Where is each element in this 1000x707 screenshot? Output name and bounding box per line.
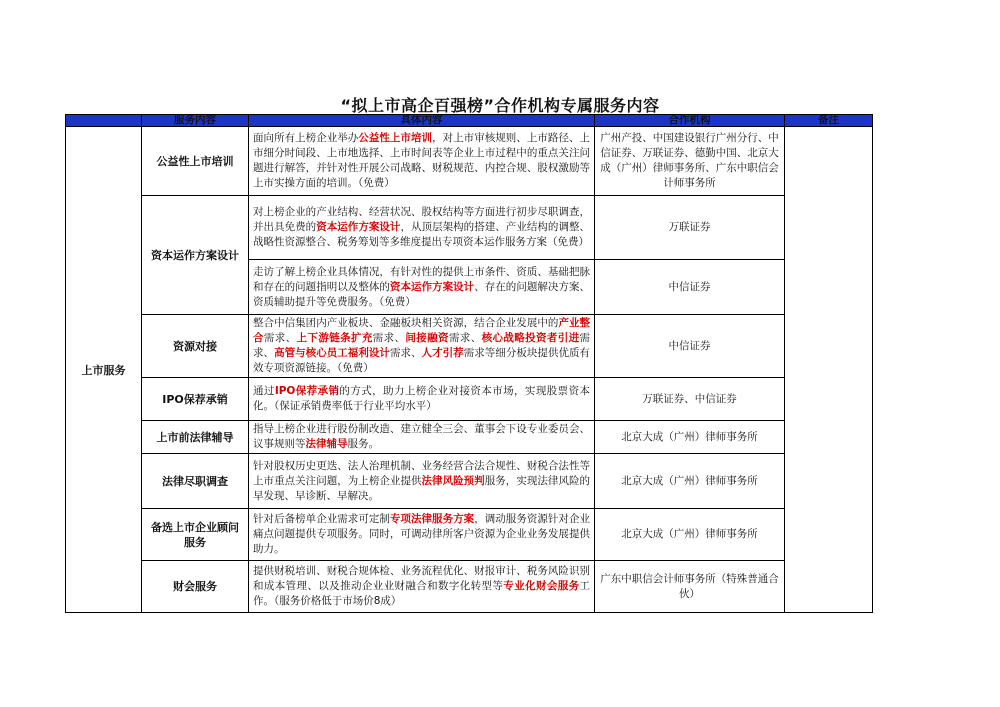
highlighted-phrase: IPO保荐承销	[274, 385, 340, 397]
table-header-row	[66, 115, 873, 127]
header-partner: 合作机构	[595, 115, 785, 127]
highlighted-phrase: 专项法律服务方案	[389, 513, 475, 525]
partner-cell: 北京大成（广州）律师事务所	[595, 509, 785, 561]
table-row	[66, 561, 873, 613]
highlighted-phrase: 核心战略投资者引进	[481, 332, 580, 344]
detail-text: ，对上市审核规则、上市路径、上市细分时间段、上市地选择、上市时间表等企业上市过程中的重点关注问题进行解答，并针对性开展公司战略、财税规范、内控合规、股权激励等上市实操方面的培训。（免费）	[253, 132, 591, 189]
category-cell: 上市服务	[66, 127, 142, 613]
highlighted-phrase: 法律风险预判	[421, 474, 485, 487]
detail-text: 服务。	[347, 438, 379, 450]
detail-text: ，调动服务资源针对企业痛点问题提供专项服务。同时，可调动律所客户资源为企业业务发展提供助力。	[253, 513, 591, 555]
detail-text: 对上榜企业的产业结构、经营状况、股权结构等方面进行初步尽职调查，并出具免费的	[253, 206, 590, 233]
document-title: “拟上市高企百强榜”合作机构专属服务内容	[340, 96, 660, 115]
partner-cell: 中信证券	[595, 260, 785, 315]
detail-text: 走访了解上榜企业具体情况，有针对性的提供上市条件、资质、基础把脉和存在的问题指明以及整体的	[253, 265, 590, 293]
highlighted-phrase: 专业化财会服务	[503, 580, 580, 592]
service-detail	[249, 421, 595, 454]
highlighted-phrase: 高管与核心员工福利设计	[274, 347, 390, 359]
detail-text: 、存在的问题解决方案、资质辅助提升等免费服务。（免费）	[253, 280, 591, 308]
detail-text: 的方式，助力上榜企业对接资本市场，实现股票资本化。（保证承销费率低于行业平均水平）	[253, 385, 591, 412]
table-row	[66, 378, 873, 421]
highlighted-phrase: 资本运作方案设计	[389, 280, 475, 293]
detail-text: 工作。（服务价格低于市场价8成）	[253, 580, 591, 607]
highlighted-phrase: 法律辅导	[305, 438, 348, 450]
detail-text: 需求、	[372, 332, 406, 344]
table-row	[66, 454, 873, 509]
service-detail	[249, 260, 595, 315]
partner-cell: 北京大成（广州）律师事务所	[595, 454, 785, 509]
service-detail	[249, 378, 595, 421]
service-name: 备选上市企业顾问服务	[142, 509, 249, 561]
header-remark: 备注	[785, 115, 873, 127]
service-name: 财会服务	[142, 561, 249, 613]
detail-text: 需求等细分板块提供优质有效专项资源链接。（免费）	[253, 347, 591, 374]
detail-text: 面向所有上榜企业举办	[253, 132, 359, 144]
service-name: 资源对接	[142, 315, 249, 378]
service-name: 上市前法律辅导	[142, 421, 249, 454]
service-name: 法律尽职调查	[142, 454, 249, 509]
partner-cell: 万联证券	[595, 196, 785, 260]
table-row	[66, 196, 873, 260]
partner-cell: 北京大成（广州）律师事务所	[595, 421, 785, 454]
service-name: IPO保荐承销	[142, 378, 249, 421]
detail-text: 提供财税培训、财税合规体检、业务流程优化、财报审计、税务风险识别和成本管理、以及推动企业业财融合和数字化转型等	[253, 565, 590, 592]
service-name: 资本运作方案设计	[142, 196, 249, 315]
detail-text: 需求、	[389, 347, 422, 359]
table-row	[66, 315, 873, 378]
highlighted-phrase: 资本运作方案设计	[316, 221, 401, 233]
detail-text: ，从顶层架构的搭建、产业结构的调整、战略性资源整合、税务筹划等多维度提出专项资本运作服务方案（免费）	[253, 221, 591, 248]
detail-text: 需求、	[448, 332, 482, 344]
service-detail	[249, 127, 595, 196]
service-name: 公益性上市培训	[142, 127, 249, 196]
detail-text: 指导上榜企业进行股份制改造、建立健全三会、董事会下设专业委员会、议事规则等	[253, 423, 590, 450]
highlighted-phrase: 间接融资	[405, 332, 449, 344]
detail-text: 针对后备榜单企业需求可定制	[253, 513, 390, 525]
detail-text: 针对股权历史更迭、法人治理机制、业务经营合法合规性、财税合法性等上市重点关注问题，为上榜企业提供	[253, 459, 590, 487]
service-detail	[249, 509, 595, 561]
detail-text: 需求、	[263, 332, 297, 344]
detail-text: 通过	[253, 385, 275, 397]
service-detail	[249, 315, 595, 378]
table-row	[66, 421, 873, 454]
partner-cell: 中信证券	[595, 315, 785, 378]
service-detail	[249, 561, 595, 613]
highlighted-phrase: 产业整合	[253, 317, 591, 344]
table-row	[66, 127, 873, 196]
highlighted-phrase: 人才引荐	[421, 347, 464, 359]
highlighted-phrase: 上下游链条扩充	[296, 332, 373, 344]
service-detail	[249, 196, 595, 260]
service-detail	[249, 454, 595, 509]
table-row	[66, 509, 873, 561]
service-table	[65, 114, 873, 613]
detail-text: 需求、	[253, 332, 591, 359]
partner-cell: 广东中职信会计师事务所（特殊普通合伙）	[595, 561, 785, 613]
header-detail: 具体内容	[249, 115, 595, 127]
remark-cell	[785, 127, 873, 613]
highlighted-phrase: 公益性上市培训	[358, 132, 433, 144]
detail-text: 整合中信集团内产业板块、金融板块相关资源，结合企业发展中的	[253, 317, 559, 329]
partner-cell: 万联证券、中信证券	[595, 378, 785, 421]
detail-text: 服务，实现法律风险的早发现、早诊断、早解决。	[253, 474, 591, 502]
header-blank	[66, 115, 142, 127]
partner-cell: 广州产投、中国建设银行广州分行、中信证券、万联证券、德勤中国、北京大成（广州）律师事务所、广东中职信会计师事务所	[595, 127, 785, 196]
header-service: 服务内容	[142, 115, 249, 127]
